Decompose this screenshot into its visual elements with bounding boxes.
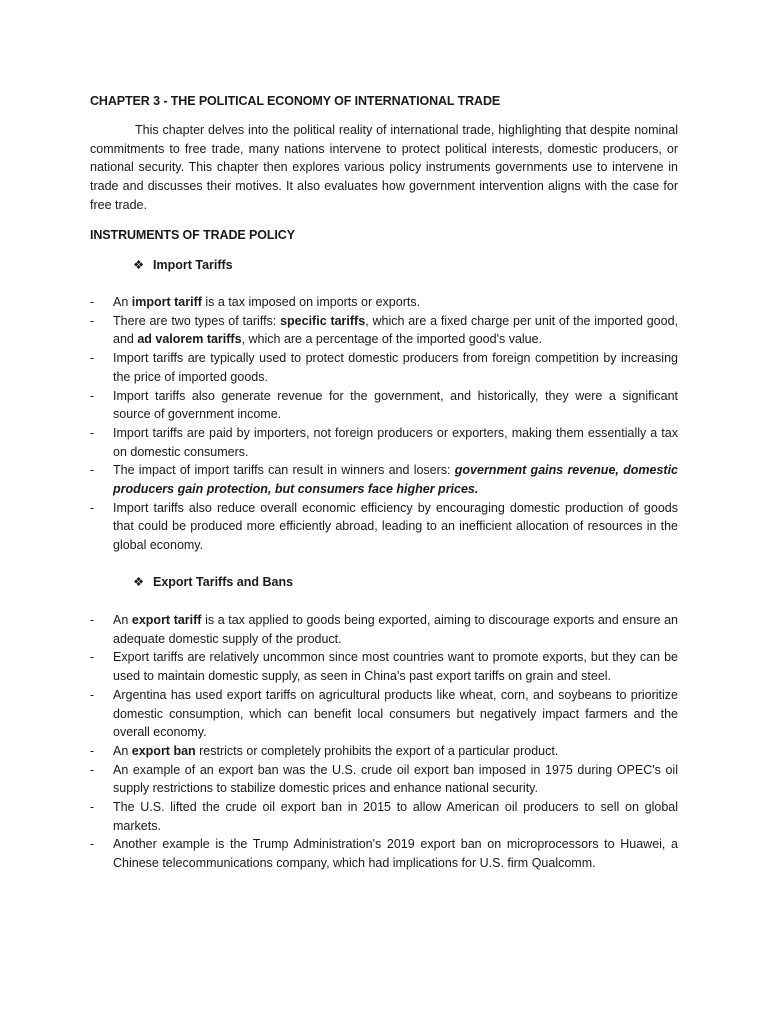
term: export ban [131,743,196,758]
dash-marker: - [90,500,95,515]
text: The U.S. lifted the crude oil export ban in 2015 to allow American oil producers to sell on global markets. [113,800,678,833]
text: , which are a fixed charge per unit of the imported good, and [113,313,678,347]
dash-marker: - [90,762,95,777]
dash-marker: - [90,295,95,309]
term: export tariff [131,613,202,627]
diamond-bullet-icon: ❖ [133,575,145,589]
text: Another example is the Trump Administration's 2019 export ban on microprocessors to Huawei, a Chinese telecommunications company, which had implications for U.S. firm Qualcomm. [113,837,678,871]
list-item [90,499,678,555]
text: is a tax applied to goods being exported, aiming to discourage exports and ensure an adequate domestic supply of the product. [113,613,679,646]
list-item [90,835,678,872]
term: specific tariffs [280,313,366,328]
text: restricts or completely prohibits the export of a particular product. [195,743,559,758]
diamond-bullet-icon: ❖ [133,258,145,272]
dash-marker: - [90,743,95,758]
text: An [113,613,132,627]
text: Import tariffs are paid by importers, not foreign producers or exporters, making them essentially a tax on domestic consumers. [113,425,678,459]
text: is a tax imposed on imports or exports. [201,295,421,309]
list-item [90,349,678,386]
dash-marker: - [90,800,95,815]
dash-marker: - [90,650,95,665]
import-tariffs-heading-text: Import Tariffs [153,258,233,272]
text: There are two types of tariffs: [113,313,281,328]
dash-marker: - [90,463,95,478]
export-tariffs-list [90,611,678,873]
list-item [90,312,678,349]
list-item [90,742,678,761]
text: The impact of import tariffs can result in winners and losers: [113,463,455,478]
text: Export tariffs are relatively uncommon since most countries want to promote exports, but they can be used to maintain domestic supply, as seen in China's past export tariffs on grain and steel. [113,650,678,684]
text: An [113,295,132,309]
dash-marker: - [90,613,95,627]
text: An example of an export ban was the U.S. crude oil export ban imposed in 1975 during OPEC's oil supply restrictions to stabilize domestic prices and enhance national security. [113,762,678,796]
text: Import tariffs also generate revenue for the government, and historically, they were a significant source of government income. [113,388,678,422]
chapter-title: CHAPTER 3 - THE POLITICAL ECONOMY OF INTERNATIONAL TRADE [90,94,501,108]
import-tariffs-list [90,293,678,555]
text: Argentina has used export tariffs on agricultural products like wheat, corn, and soybeans to prioritize domestic consumption, which can benefit local consumers but negatively impact farmers and the overall economy. [113,687,678,740]
list-item [90,648,678,685]
list-item [90,387,678,424]
section-heading: INSTRUMENTS OF TRADE POLICY [90,228,295,242]
dash-marker: - [90,837,95,852]
dash-marker: - [90,313,95,328]
list-item [90,293,678,312]
dash-marker: - [90,388,95,403]
list-item [90,461,678,498]
list-item [90,686,678,742]
term: ad valorem tariffs [137,332,242,347]
emphasis: government gains revenue, domestic producers gain protection, but consumers face higher prices. [113,463,678,497]
dash-marker: - [90,687,95,702]
export-tariffs-heading [133,574,293,589]
list-item [90,424,678,461]
dash-marker: - [90,425,95,440]
text: Import tariffs are typically used to protect domestic producers from foreign competition by increasing the price of imported goods. [113,351,678,384]
text: Import tariffs also reduce overall economic efficiency by encouraging domestic production of goods that could be produced more efficiently abroad, leading to an inefficient allocation of resources in the global economy. [113,500,678,553]
text: An [113,743,132,758]
intro-paragraph: This chapter delves into the political reality of international trade, highlighting that despite nominal commitments to free trade, many nations intervene to protect political interests, domestic producers, or national security. This chapter then explores various policy instruments governments use to intervene in trade and discusses their motives. It also evaluates how government intervention aligns with the case for free trade. [90,123,678,212]
term: import tariff [131,295,202,309]
import-tariffs-heading [133,257,233,272]
text: , which are a percentage of the imported good's value. [241,332,543,347]
export-tariffs-heading-text: Export Tariffs and Bans [153,575,294,589]
list-item [90,611,678,648]
dash-marker: - [90,351,95,366]
list-item [90,798,678,835]
list-item [90,761,678,798]
